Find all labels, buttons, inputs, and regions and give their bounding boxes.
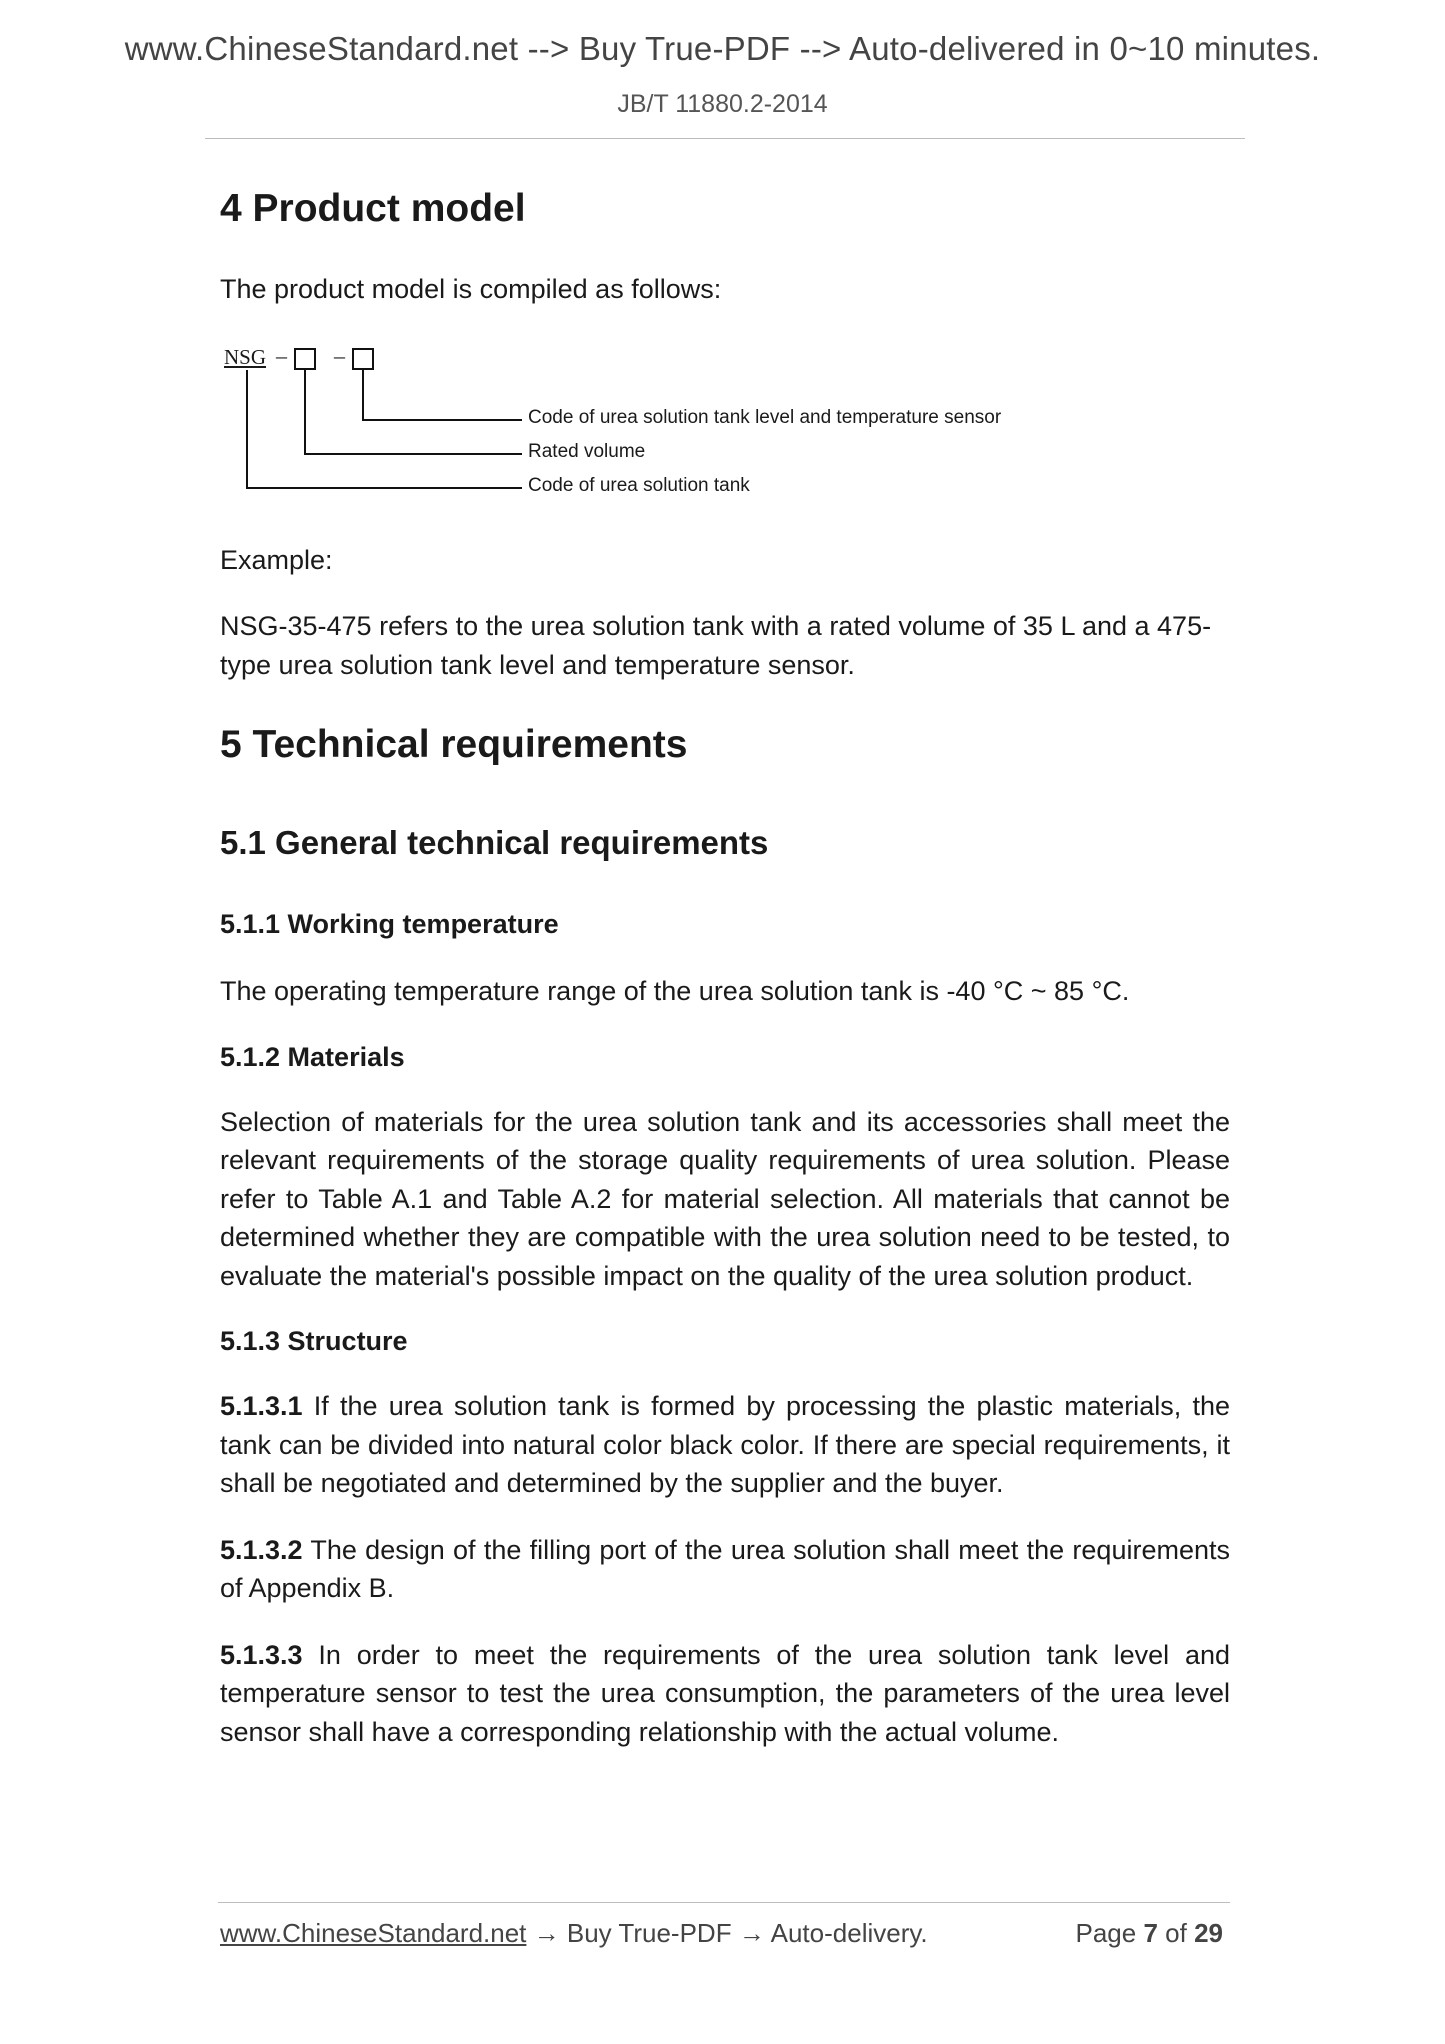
clause-5-1-3-2 (220, 1531, 1230, 1608)
label-rated-volume: Rated volume (528, 440, 646, 462)
section-5-1-1-title: 5.1.1 Working temperature (220, 909, 559, 939)
section-5-1-2-title: 5.1.2 Materials (220, 1041, 405, 1072)
clause-5-1-3-1 (220, 1387, 1230, 1503)
footer-delivery-text: Auto-delivery. (770, 1918, 928, 1948)
example-text: NSG-35-475 refers to the urea solution tank with a rated volume of 35 L and a 475-type urea solution tank level and temperature sensor. (220, 611, 1212, 680)
materials-text: Selection of materials for the urea solution tank and its accessories shall meet the relevant requirements of the storage quality requirements of urea solution. Please refer to Table A.1 and Table A.2 for material selection. All materials that cannot be determined whether they are compatible with the urea solution need to be tested, to evaluate the material's possible impact on the quality of the urea solution product. (220, 1106, 1230, 1291)
section-5-1-title: 5.1 General technical requirements (220, 824, 769, 861)
clause-text: In order to meet the requirements of the urea solution tank level and temperature sensor to test the urea consumption, the parameters of the urea level sensor shall have a corresponding relationship with the actual volume. (220, 1639, 1230, 1747)
tank-leader-vertical (246, 370, 248, 488)
product-model-diagram (220, 335, 1230, 505)
of-label: of (1165, 1918, 1187, 1948)
section-5-title: 5 Technical requirements (220, 723, 688, 766)
arrow-icon: → (738, 1918, 765, 1948)
page-current: 7 (1143, 1918, 1158, 1948)
header-divider (205, 138, 1245, 139)
clause-number: 5.1.3.3 (220, 1639, 303, 1670)
working-temperature-text: The operating temperature range of the urea solution tank is -40 °C ~ 85 °C. (220, 976, 1130, 1006)
volume-leader-vertical (304, 370, 306, 454)
label-sensor-code: Code of urea solution tank level and temperature sensor (528, 406, 1002, 428)
page-total: 29 (1194, 1918, 1223, 1948)
standard-code: JB/T 11880.2-2014 (617, 90, 828, 118)
page-content (220, 180, 1230, 1751)
sensor-leader-horizontal (362, 419, 522, 421)
footer-buy-text: Buy True-PDF (566, 1918, 732, 1948)
volume-leader-horizontal (304, 453, 522, 455)
site-banner: www.ChineseStandard.net --> Buy True-PDF --> Auto-delivered in 0~10 minutes. (124, 30, 1321, 67)
clause-number: 5.1.3.2 (220, 1534, 303, 1565)
sensor-leader-vertical (362, 370, 364, 420)
clause-text: If the urea solution tank is formed by processing the plastic materials, the tank can be divided into natural color black color. If there are special requirements, it shall be negotiated and determined by the supplier and the buyer. (220, 1391, 1230, 1498)
page-label: Page (1075, 1918, 1137, 1948)
model-placeholder-sensor (352, 348, 374, 370)
section-5-1-3-title: 5.1.3 Structure (220, 1326, 408, 1356)
clause-5-1-3-3 (220, 1636, 1230, 1752)
section-4-title: 4 Product model (220, 187, 526, 230)
arrow-icon: → (533, 1918, 560, 1948)
model-dash-2: – (334, 342, 345, 368)
clause-number: 5.1.3.1 (220, 1391, 303, 1421)
clause-text: The design of the filling port of the urea solution shall meet the requirements of Appendix B. (220, 1534, 1230, 1603)
footer-promo (220, 1918, 928, 1949)
model-code-nsg: NSG (224, 344, 267, 369)
model-placeholder-volume (294, 348, 316, 370)
tank-leader-horizontal (246, 487, 522, 489)
page-number (1075, 1918, 1223, 1949)
footer-site-link[interactable]: www.ChineseStandard.net (220, 1918, 527, 1948)
footer-divider (218, 1902, 1230, 1903)
example-label: Example: (220, 544, 333, 575)
label-tank-code: Code of urea solution tank (528, 474, 750, 496)
model-dash-1: – (276, 342, 287, 368)
section-4-intro: The product model is compiled as follows: (220, 274, 722, 304)
